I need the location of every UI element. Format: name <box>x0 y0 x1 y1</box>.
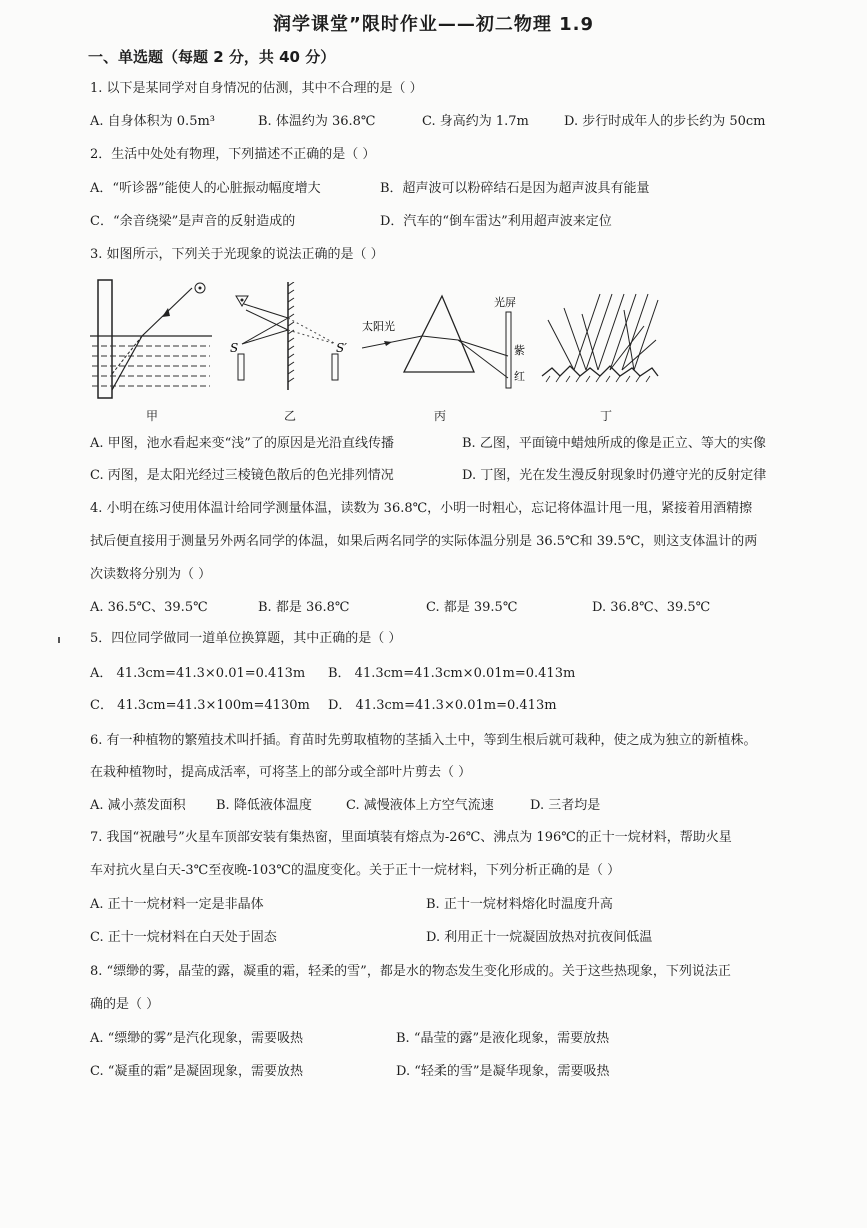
question-7-line-2: 车对抗火星白天-3℃至夜晚-103℃的温度变化。关于正十一烷材料，下列分析正确的是（ ） <box>90 863 621 878</box>
question-1-stem: 1. 以下是某同学对自身情况的估测，其中不合理的是（ ） <box>90 81 423 96</box>
question-6-line-2: 在栽种植物时，提高成活率，可将茎上的部分或全部叶片剪去（ ） <box>90 765 472 780</box>
q2-option-a: A．“听诊器”能使人的心脏振动幅度增大 <box>90 181 321 196</box>
section-heading: 一、单选题（每题 2 分，共 40 分） <box>88 48 336 66</box>
q3-option-a: A. 甲图，池水看起来变“浅”了的原因是光沿直线传播 <box>90 436 394 451</box>
question-2-stem: 2．生活中处处有物理，下列描述不正确的是（ ） <box>90 147 376 162</box>
q4-option-a: A. 36.5℃、39.5℃ <box>90 600 208 615</box>
q8-option-a: A. “缥缈的雾”是汽化现象，需要吸热 <box>90 1031 303 1046</box>
label-screen: 光屏 <box>494 296 516 309</box>
q4-option-c: C. 都是 39.5℃ <box>426 600 518 615</box>
question-7-line-1: 7. 我国“祝融号”火星车顶部安装有集热窗，里面填装有熔点为-26℃、沸点为 196℃的正十一烷材料，帮助火星 <box>90 830 732 845</box>
q6-option-c: C. 减慢液体上方空气流速 <box>346 798 494 813</box>
q4-option-d: D. 36.8℃、39.5℃ <box>592 600 711 615</box>
question-6-line-1: 6. 有一种植物的繁殖技术叫扦插。育苗时先剪取植物的茎插入土中，等到生根后就可栽种，使之成为独立的新植株。 <box>90 733 757 748</box>
q5-option-b: B． 41.3cm=41.3cm×0.01m=0.413m <box>328 666 576 681</box>
question-4-line-1: 4. 小明在练习使用体温计给同学测量体温，读数为 36.8℃，小明一时粗心，忘记将体温计甩一甩，紧接着用酒精擦 <box>90 501 753 516</box>
figure-label-bing: 丙 <box>434 409 447 423</box>
question-8-line-2: 确的是（ ） <box>90 997 160 1012</box>
figure-label-yi: 乙 <box>284 409 297 423</box>
q7-option-a: A. 正十一烷材料一定是非晶体 <box>90 897 264 912</box>
page-title: 润学课堂”限时作业——初二物理 1.9 <box>273 14 594 35</box>
q6-option-d: D. 三者均是 <box>530 798 601 813</box>
q7-option-c: C. 正十一烷材料在白天处于固态 <box>90 930 277 945</box>
q8-option-b: B. “晶莹的露”是液化现象，需要放热 <box>396 1031 610 1046</box>
q1-option-c: C. 身高约为 1.7m <box>422 114 529 129</box>
figure-jia <box>90 274 220 404</box>
q6-option-a: A. 减小蒸发面积 <box>90 798 186 813</box>
q5-option-a: A． 41.3cm=41.3×0.01=0.413m <box>90 666 306 681</box>
label-s: S <box>230 341 239 355</box>
q5-option-d: D． 41.3cm=41.3×0.01m=0.413m <box>328 698 557 713</box>
scan-mark <box>58 637 60 643</box>
q7-option-b: B. 正十一烷材料熔化时温度升高 <box>426 897 613 912</box>
q2-option-b: B．超声波可以粉碎结石是因为超声波具有能量 <box>380 181 650 196</box>
figure-label-ding: 丁 <box>600 409 613 423</box>
label-s-prime: S′ <box>336 341 347 355</box>
question-4-line-3: 次读数将分别为（ ） <box>90 567 212 582</box>
figure-ding <box>540 290 660 390</box>
q5-option-c: C． 41.3cm=41.3×100m=4130m <box>90 698 310 713</box>
question-4-line-2: 拭后便直接用于测量另外两名同学的体温，如果后两名同学的实际体温分别是 36.5℃和 39.5℃，则这支体温计的两 <box>90 534 758 549</box>
q8-option-c: C. “凝重的霜”是凝固现象，需要放热 <box>90 1064 304 1079</box>
q2-option-c: C．“余音绕梁”是声音的反射造成的 <box>90 214 296 229</box>
question-3-stem: 3. 如图所示，下列关于光现象的说法正确的是（ ） <box>90 247 384 262</box>
q7-option-d: D. 利用正十一烷凝固放热对抗夜间低温 <box>426 930 653 945</box>
figure-label-jia: 甲 <box>146 409 159 423</box>
label-sunlight: 太阳光 <box>362 320 395 333</box>
q8-option-d: D. “轻柔的雪”是凝华现象，需要吸热 <box>396 1064 610 1079</box>
q4-option-b: B. 都是 36.8℃ <box>258 600 350 615</box>
q3-option-b: B. 乙图，平面镜中蜡烛所成的像是正立、等大的实像 <box>462 436 766 451</box>
q3-option-d: D. 丁图，光在发生漫反射现象时仍遵守光的反射定律 <box>462 468 767 483</box>
figure-bing <box>362 292 537 390</box>
question-5-stem: 5．四位同学做同一道单位换算题，其中正确的是（ ） <box>90 631 402 646</box>
figure-yi <box>228 282 358 392</box>
q3-option-c: C. 丙图，是太阳光经过三棱镜色散后的色光排列情况 <box>90 468 394 483</box>
q1-option-d: D. 步行时成年人的步长约为 50cm <box>564 114 766 129</box>
label-red: 红 <box>514 370 525 383</box>
q1-option-a: A. 自身体积为 0.5m³ <box>90 114 215 129</box>
q6-option-b: B. 降低液体温度 <box>216 798 312 813</box>
q1-option-b: B. 体温约为 36.8℃ <box>258 114 376 129</box>
label-violet: 紫 <box>514 344 525 357</box>
q2-option-d: D．汽车的“倒车雷达”利用超声波来定位 <box>380 214 612 229</box>
question-8-line-1: 8. “缥缈的雾，晶莹的露，凝重的霜，轻柔的雪”，都是水的物态发生变化形成的。关于这些热现象，下列说法正 <box>90 964 731 979</box>
